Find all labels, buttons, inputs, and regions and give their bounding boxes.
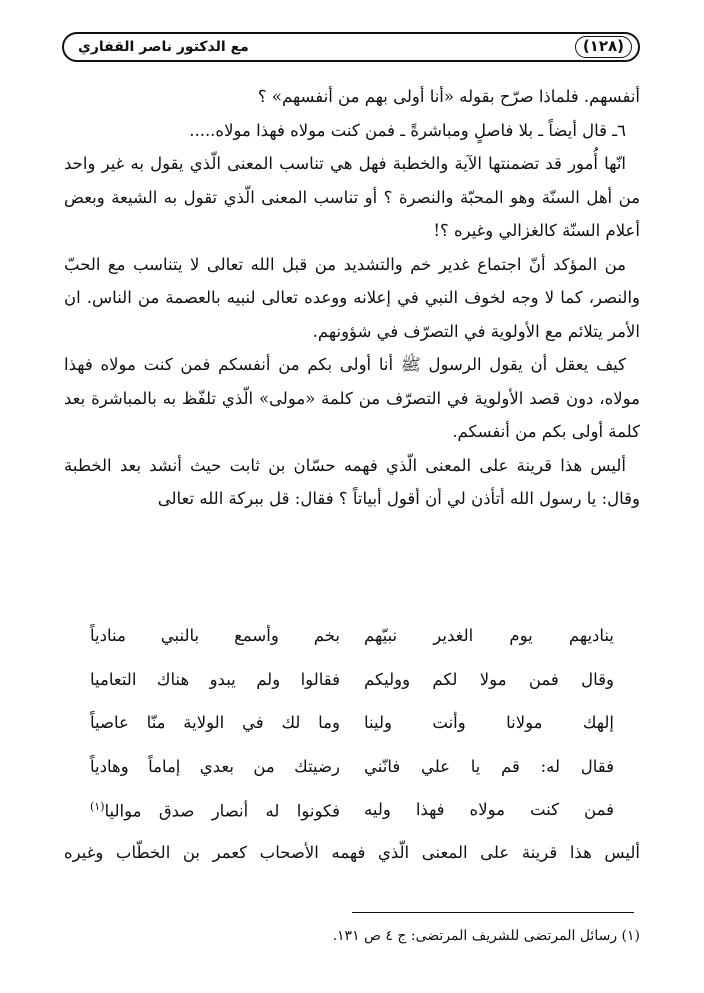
paragraph-2: ٦ـ قال أيضاً ـ بلا فاصلٍ ومباشرةً ـ فمن كنت مولاه فهذا مولاه.....	[189, 120, 626, 140]
poem	[64, 626, 640, 844]
verse-second-hemistich: فقالوا ولم يبدو هناك التعاميا	[90, 669, 340, 689]
verse-second-hemistich	[90, 800, 340, 821]
paragraph-6: أليس هذا قرينة على المعنى الّذي فهمه حسّان بن ثابت حيث أنشد بعد الخطبة وقال: يا رسول الله أتأذن لي أن أقول أبياتاً ؟ فقال: قل ببركة الله تعالى	[64, 455, 640, 508]
page-number: (١٢٨)	[575, 36, 632, 58]
verse-second-hemistich: وما لك في الولاية منّا عاصياً	[90, 713, 340, 732]
verse-first-hemistich: فقال له: قم يا علي فانّني	[364, 756, 614, 776]
paragraph-4: من المؤكد أنّ اجتماع غدير خم والتشديد من قبل الله تعالى لا يتناسب مع الحبّ والنصر، كما لا وجه لخوف النبي في إعلانه ووعده تعالى لنبيه بالعصمة من الناس. ان الأمر يتلائم مع الأولوية في التصرّف في شؤونهم.	[64, 254, 640, 341]
verse-first-hemistich: إلهك مولانا وأنت ولينا	[364, 713, 614, 732]
running-title: مع الدكتور ناصر القفاري	[78, 39, 249, 55]
paragraph-1: أنفسهم. فلماذا صرّح بقوله «أنا أولى بهم من أنفسهم» ؟	[257, 87, 640, 106]
footnote-marker: (١)	[90, 800, 105, 813]
verse-second-hemistich: رضيتك من بعدي إماماً وهادياً	[90, 756, 340, 776]
paragraph-3: انّها أُمور قد تضمنتها الآية والخطبة فهل هي تناسب المعنى الّذي يقول به غير واحد من أهل السنّة وهو المحبّة والنصرة ؟ أو تناسب المعنى الّذي تقول به الشيعة وبعض أعلام السنّة كالغزالي وغيره ؟!	[64, 154, 640, 240]
poem-verse	[64, 757, 640, 801]
verse-second-hemistich: بخم وأسمع بالنبي منادياً	[90, 626, 340, 645]
verse-first-hemistich: وقال فمن مولا لكم ووليكم	[364, 669, 614, 689]
poem-verse	[64, 713, 640, 757]
poem-verse	[64, 670, 640, 714]
verse-first-hemistich: فمن كنت مولاه فهذا وليه	[364, 800, 614, 819]
running-header	[62, 32, 640, 62]
footnote-divider	[352, 912, 634, 913]
poem-verse	[64, 626, 640, 670]
main-text	[64, 80, 640, 516]
paragraph-5: كيف يعقل أن يقول الرسول ﷺ أنا أولى بكم من أنفسكم فمن كنت مولاه فهذا مولاه، دون قصد الأولوية في التصرّف من كلمة «مولى» الّذي تلفّظ به بالمباشرة بعد كلمة أولى بكم من أنفسكم.	[64, 355, 640, 441]
footnote: (١) رسائل المرتضى للشريف المرتضى: ج ٤ ص ١٣١.	[332, 928, 640, 944]
closing-line: أليس هذا قرينة على المعنى الّذي فهمه الأصحاب كعمر بن الخطّاب وغيره	[64, 843, 640, 862]
verse-first-hemistich: يناديهم يوم الغدير نبيّهم	[364, 626, 614, 645]
verse-text: فكونوا له أنصار صدق مواليا	[104, 801, 340, 821]
